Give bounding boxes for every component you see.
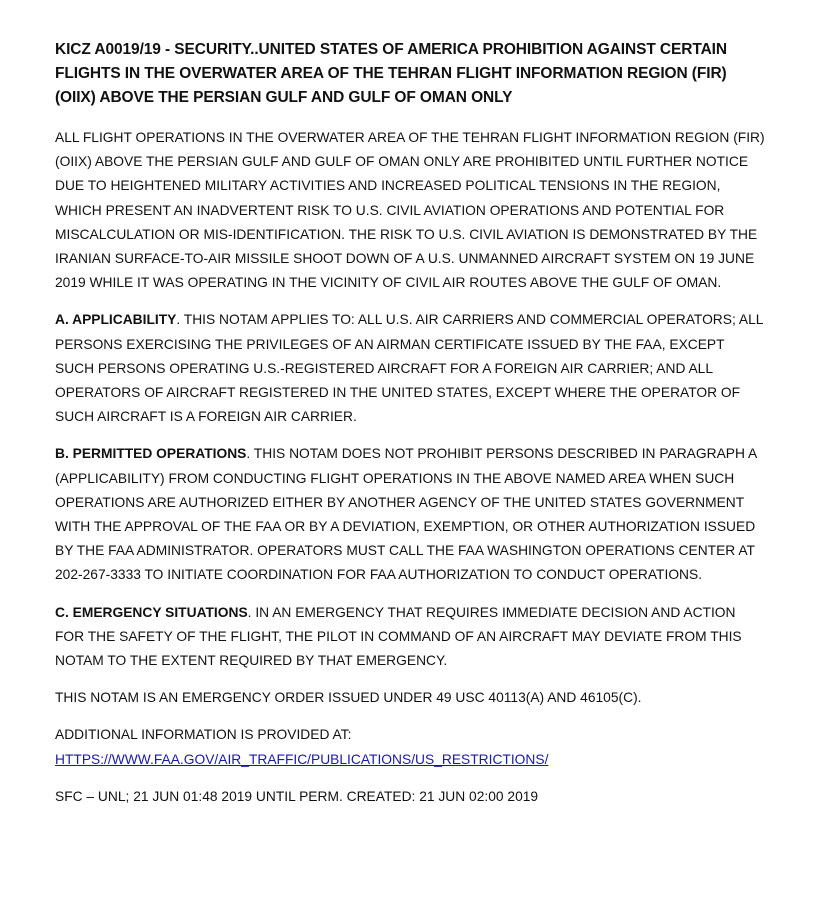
emergency-situations-label: C. EMERGENCY SITUATIONS: [55, 604, 248, 620]
additional-info-text: ADDITIONAL INFORMATION IS PROVIDED AT:: [55, 727, 352, 743]
emergency-order-paragraph: THIS NOTAM IS AN EMERGENCY ORDER ISSUED UNDER 49 USC 40113(A) AND 46105(C).: [55, 690, 642, 706]
permitted-operations-paragraph: [55, 442, 765, 587]
notam-title: KICZ A0019/19 - SECURITY..UNITED STATES OF AMERICA PROHIBITION AGAINST CERTAIN FLIGHTS IN THE OVERWATER AREA OF THE TEHRAN FLIGHT INFORMATION REGION (FIR) (OIIX) ABOVE THE PERSIAN GULF AND GULF OF OMAN ONLY: [55, 41, 727, 106]
faa-restrictions-link[interactable]: HTTPS://WWW.FAA.GOV/AIR_TRAFFIC/PUBLICATIONS/US_RESTRICTIONS/: [55, 751, 549, 767]
applicability-paragraph: [55, 308, 765, 429]
notam-document: [55, 38, 765, 822]
intro-paragraph: ALL FLIGHT OPERATIONS IN THE OVERWATER AREA OF THE TEHRAN FLIGHT INFORMATION REGION (FIR) (OIIX) ABOVE THE PERSIAN GULF AND GULF OF OMAN ONLY ARE PROHIBITED UNTIL FURTHER NOTICE DUE TO HEIGHTENED MILITARY ACTIVITIES AND INCREASED POLITICAL TENSIONS IN THE REGION, WHICH PRESENT AN INADVERTENT RISK TO U.S. CIVIL AVIATION OPERATIONS AND POTENTIAL FOR MISCALCULATION OR MIS-IDENTIFICATION. THE RISK TO U.S. CIVIL AVIATION IS DEMONSTRATED BY THE IRANIAN SURFACE-TO-AIR MISSILE SHOOT DOWN OF A U.S. UNMANNED AIRCRAFT SYSTEM ON 19 JUNE 2019 WHILE IT WAS OPERATING IN THE VICINITY OF CIVIL AIR ROUTES ABOVE THE GULF OF OMAN.: [55, 130, 765, 291]
applicability-text: . THIS NOTAM APPLIES TO: ALL U.S. AIR CARRIERS AND COMMERCIAL OPERATORS; ALL PERSONS EXERCISING THE PRIVILEGES OF AN AIRMAN CERTIFICATE ISSUED BY THE FAA, EXCEPT SUCH PERSONS OPERATING U.S.-REGISTERED AIRCRAFT FOR A FOREIGN AIR CARRIER; AND ALL OPERATORS OF AIRCRAFT REGISTERED IN THE UNITED STATES, EXCEPT WHERE THE OPERATOR OF SUCH AIRCRAFT IS A FOREIGN AIR CARRIER.: [55, 312, 763, 425]
permitted-operations-text: . THIS NOTAM DOES NOT PROHIBIT PERSONS DESCRIBED IN PARAGRAPH A (APPLICABILITY) FROM CONDUCTING FLIGHT OPERATIONS IN THE ABOVE NAMED AREA WHEN SUCH OPERATIONS ARE AUTHORIZED EITHER BY ANOTHER AGENCY OF THE UNITED STATES GOVERNMENT WITH THE APPROVAL OF THE FAA OR BY A DEVIATION, EXEMPTION, OR OTHER AUTHORIZATION ISSUED BY THE FAA ADMINISTRATOR. OPERATORS MUST CALL THE FAA WASHINGTON OPERATIONS CENTER AT 202-267-3333 TO INITIATE COORDINATION FOR FAA AUTHORIZATION TO CONDUCT OPERATIONS.: [55, 446, 757, 583]
permitted-operations-label: B. PERMITTED OPERATIONS: [55, 446, 247, 462]
emergency-situations-paragraph: [55, 601, 765, 674]
emergency-situations-text: . IN AN EMERGENCY THAT REQUIRES IMMEDIATE DECISION AND ACTION FOR THE SAFETY OF THE FLIGHT, THE PILOT IN COMMAND OF AN AIRCRAFT MAY DEVIATE FROM THIS NOTAM TO THE EXTENT REQUIRED BY THAT EMERGENCY.: [55, 604, 742, 669]
applicability-label: A. APPLICABILITY: [55, 312, 177, 328]
validity-footer: SFC – UNL; 21 JUN 01:48 2019 UNTIL PERM. CREATED: 21 JUN 02:00 2019: [55, 788, 539, 804]
additional-info-paragraph: [55, 723, 765, 771]
